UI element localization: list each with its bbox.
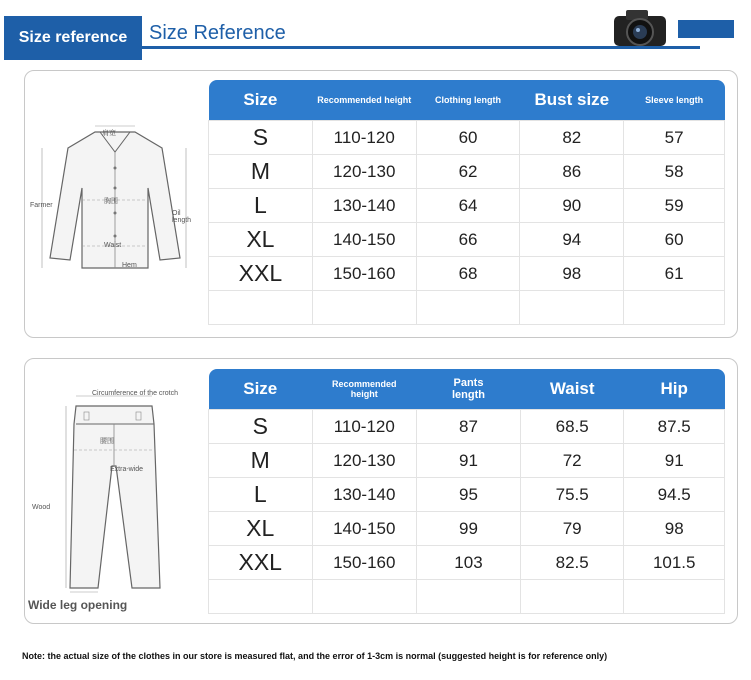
length-cell: 62 xyxy=(416,155,520,189)
pants-header-waist: Waist xyxy=(520,369,624,410)
length-cell: 66 xyxy=(416,223,520,257)
height-cell: 120-130 xyxy=(312,444,417,478)
camera-icon xyxy=(612,4,736,50)
waist-label: Waist xyxy=(104,242,122,249)
height-cell: 150-160 xyxy=(312,546,417,580)
pants-header-size: Size xyxy=(209,369,313,410)
pants-header-row xyxy=(209,369,725,410)
shoulder-label: 肩宽 xyxy=(102,130,116,137)
tops-header-row xyxy=(209,80,725,121)
tops-header-sleeve: Sleeve length xyxy=(624,80,725,121)
length-cell: 68 xyxy=(416,257,520,291)
length-right-label: Oil length xyxy=(172,210,192,224)
page-header xyxy=(0,0,751,62)
size-cell: S xyxy=(209,410,313,444)
waist-cell: 82.5 xyxy=(520,546,624,580)
length-cell: 87 xyxy=(417,410,521,444)
pants-header-height: Recommended height xyxy=(312,369,417,410)
blank-row xyxy=(209,580,725,614)
table-row xyxy=(209,189,725,223)
table-row xyxy=(209,223,725,257)
pants-header-length: Pants length xyxy=(417,369,521,410)
table-row xyxy=(209,257,725,291)
waist-cell: 75.5 xyxy=(520,478,624,512)
table-row xyxy=(209,410,725,444)
size-cell: XXL xyxy=(209,546,313,580)
tops-size-table xyxy=(208,80,725,325)
length-left-label: Wood xyxy=(32,504,51,511)
bust-cell: 86 xyxy=(520,155,624,189)
hip-cell: 91 xyxy=(624,444,725,478)
sleeve-left-label: Farmer xyxy=(30,202,53,209)
bust-cell: 98 xyxy=(520,257,624,291)
sleeve-cell: 61 xyxy=(624,257,725,291)
size-cell: XL xyxy=(209,223,313,257)
hip-cell: 101.5 xyxy=(624,546,725,580)
size-cell: L xyxy=(209,478,313,512)
waist-cell: 68.5 xyxy=(520,410,624,444)
size-reference-tab: Size reference xyxy=(4,16,142,60)
tops-header-length: Clothing length xyxy=(416,80,520,121)
table-row xyxy=(209,546,725,580)
pants-size-table xyxy=(208,369,725,614)
shirt-illustration xyxy=(30,118,192,278)
size-cell: M xyxy=(209,444,313,478)
size-cell: XL xyxy=(209,512,313,546)
height-cell: 120-130 xyxy=(312,155,416,189)
size-cell: L xyxy=(209,189,313,223)
length-cell: 99 xyxy=(417,512,521,546)
size-cell: M xyxy=(209,155,313,189)
length-cell: 91 xyxy=(417,444,521,478)
hip-cell: 94.5 xyxy=(624,478,725,512)
sleeve-cell: 59 xyxy=(624,189,725,223)
footnote: Note: the actual size of the clothes in our store is measured flat, and the error of 1-3cm is normal (suggested height is for reference only) xyxy=(22,651,608,661)
thigh-label: Extra-wide xyxy=(110,466,144,473)
length-cell: 60 xyxy=(416,121,520,155)
sleeve-cell: 60 xyxy=(624,223,725,257)
pants-header-hip: Hip xyxy=(624,369,725,410)
page-title: Size Reference xyxy=(149,22,286,44)
height-cell: 140-150 xyxy=(312,512,417,546)
tops-header-height: Recommended height xyxy=(312,80,416,121)
hip-cell: 98 xyxy=(624,512,725,546)
size-cell: XXL xyxy=(209,257,313,291)
height-cell: 110-120 xyxy=(312,121,416,155)
pants-illustration xyxy=(32,384,190,594)
tops-header-bust: Bust size xyxy=(520,80,624,121)
table-row xyxy=(209,444,725,478)
bust-cell: 90 xyxy=(520,189,624,223)
length-cell: 95 xyxy=(417,478,521,512)
waist-cell: 79 xyxy=(520,512,624,546)
waist-label: 腰围 xyxy=(100,438,114,445)
size-cell: S xyxy=(209,121,313,155)
table-row xyxy=(209,155,725,189)
hem-label: Hem xyxy=(122,262,137,269)
sleeve-cell: 57 xyxy=(624,121,725,155)
crotch-label: Circumference of the crotch xyxy=(92,390,178,397)
sleeve-cell: 58 xyxy=(624,155,725,189)
height-cell: 150-160 xyxy=(312,257,416,291)
height-cell: 130-140 xyxy=(312,189,416,223)
table-row xyxy=(209,121,725,155)
height-cell: 130-140 xyxy=(312,478,417,512)
length-cell: 103 xyxy=(417,546,521,580)
table-row xyxy=(209,512,725,546)
bust-cell: 94 xyxy=(520,223,624,257)
chest-label: 胸围 xyxy=(104,198,118,205)
length-cell: 64 xyxy=(416,189,520,223)
table-row xyxy=(209,478,725,512)
tops-header-size: Size xyxy=(209,80,313,121)
blank-row xyxy=(209,291,725,325)
bust-cell: 82 xyxy=(520,121,624,155)
height-cell: 140-150 xyxy=(312,223,416,257)
waist-cell: 72 xyxy=(520,444,624,478)
hip-cell: 87.5 xyxy=(624,410,725,444)
wide-leg-opening-label: Wide leg opening xyxy=(28,598,128,612)
height-cell: 110-120 xyxy=(312,410,417,444)
